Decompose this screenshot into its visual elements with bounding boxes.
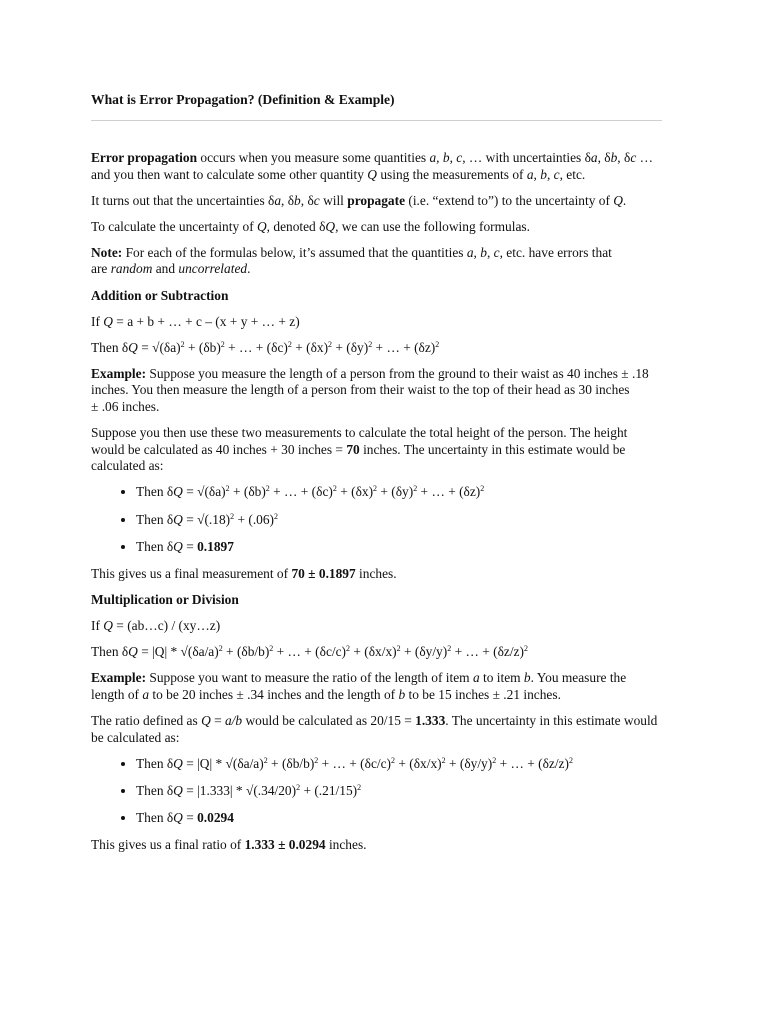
multiplication-if-formula: If Q = (ab…c) / (xy…z) (91, 618, 221, 634)
multiplication-heading: Multiplication or Division (91, 592, 239, 608)
calc-paragraph: To calculate the uncertainty of Q, denoted δQ, we can use the following formulas. (91, 218, 530, 234)
note-label: Note: (91, 244, 123, 260)
list-item: • Then $\delta Q = √(\delta a)^2 + (\delta b)^2$ + … + $(\delta c)^2 + (\delta x)^2 + (\delta y)^2$ + … + $(\delta z)^2$ (136, 484, 681, 501)
multiplication-example: Example: Suppose you want to measure the ratio of the length of item a to item b. You measure the length of a to be 20 inches ± .34 inches and the length of b to be 15 inches ± .21 inches. (91, 670, 627, 702)
list-item: • Then $\delta Q = |Q| * √(\delta a/a)^2 + (\delta b/b)^2$ + … + $(\delta c/c)^2 + (\delta x/x)^2 + (\delta y/y)^2$ + … + $(\delta z/z)^2$ (136, 756, 681, 773)
multiplication-then-formula: Then $\delta Q = |Q| * √(\delta a/a)^2 + (\delta b/b)^2$ + … + $(\delta c/c)^2 + (\delta x/x)^2 + (\delta y/y)^2$ + … + $(\delta z/z)^2$ (91, 644, 528, 660)
note-paragraph: Note: For each of the formulas below, it’s assumed that the quantities a, b, c, etc. have errors that are random and uncorrelated. (91, 244, 612, 277)
multiplication-ratio-paragraph: The ratio defined as Q = a/b would be calculated as 20/15 = 1.333. The uncertainty in this estimate would be calculated as: (91, 713, 658, 745)
list-item: • Then $\delta Q = √(.18)^2 + (.06)^2$ (136, 512, 681, 529)
addition-if-formula: If Q = a + b + … + c – (x + y + … + z) (91, 313, 300, 329)
list-item: • Then δQ = 0.1897 (136, 539, 681, 556)
propagate-paragraph: It turns out that the uncertainties δa, δb, δc will propagate (i.e. “extend to”) to the uncertainty of Q. (91, 192, 627, 208)
addition-example: Example: Suppose you measure the length of a person from the ground to their waist as 40 inches ± .18 inches. You then measure the length of a person from their waist to the top of their head as 30 inches ± .06 inches. (91, 365, 649, 415)
multiplication-steps-list (91, 756, 681, 827)
addition-final: This gives us a final measurement of 70 ± 0.1897 inches. (91, 565, 397, 581)
term-error-propagation: Error propagation (91, 150, 198, 165)
article-body (91, 150, 681, 863)
article-title: What is Error Propagation? (Definition & Example) (91, 92, 395, 107)
list-item: • Then δQ = 0.0294 (136, 810, 681, 827)
title-divider (91, 120, 662, 121)
multiplication-final: This gives us a final ratio of 1.333 ± 0.0294 inches. (91, 837, 367, 853)
list-item: • Then $\delta Q = |1.333| * √(.34/20)^2 + (.21/15)^2$ (136, 783, 681, 800)
addition-steps-list (91, 484, 681, 555)
example-label: Example: (91, 670, 147, 686)
intro-paragraph: Error propagation occurs when you measure some quantities a, b, c, … with uncertainties δa, δb, δc … and you then want to calculate some other quantity Q using the measurements of a, b, c, etc. (91, 150, 654, 182)
addition-then-formula: Then $\delta Q = √(\delta a)^2 + (\delta b)^2$ + … + $(\delta c)^2 + (\delta x)^2 + (\delta y)^2$ + … + $(\delta z)^2$ (91, 339, 440, 355)
example-label: Example: (91, 365, 147, 381)
addition-heading: Addition or Subtraction (91, 287, 229, 303)
addition-height-paragraph: Suppose you then use these two measurements to calculate the total height of the person. The height would be calculated as 40 inches + 30 inches = 70 inches. The uncertainty in this estimate would be calculated as: (91, 425, 628, 474)
